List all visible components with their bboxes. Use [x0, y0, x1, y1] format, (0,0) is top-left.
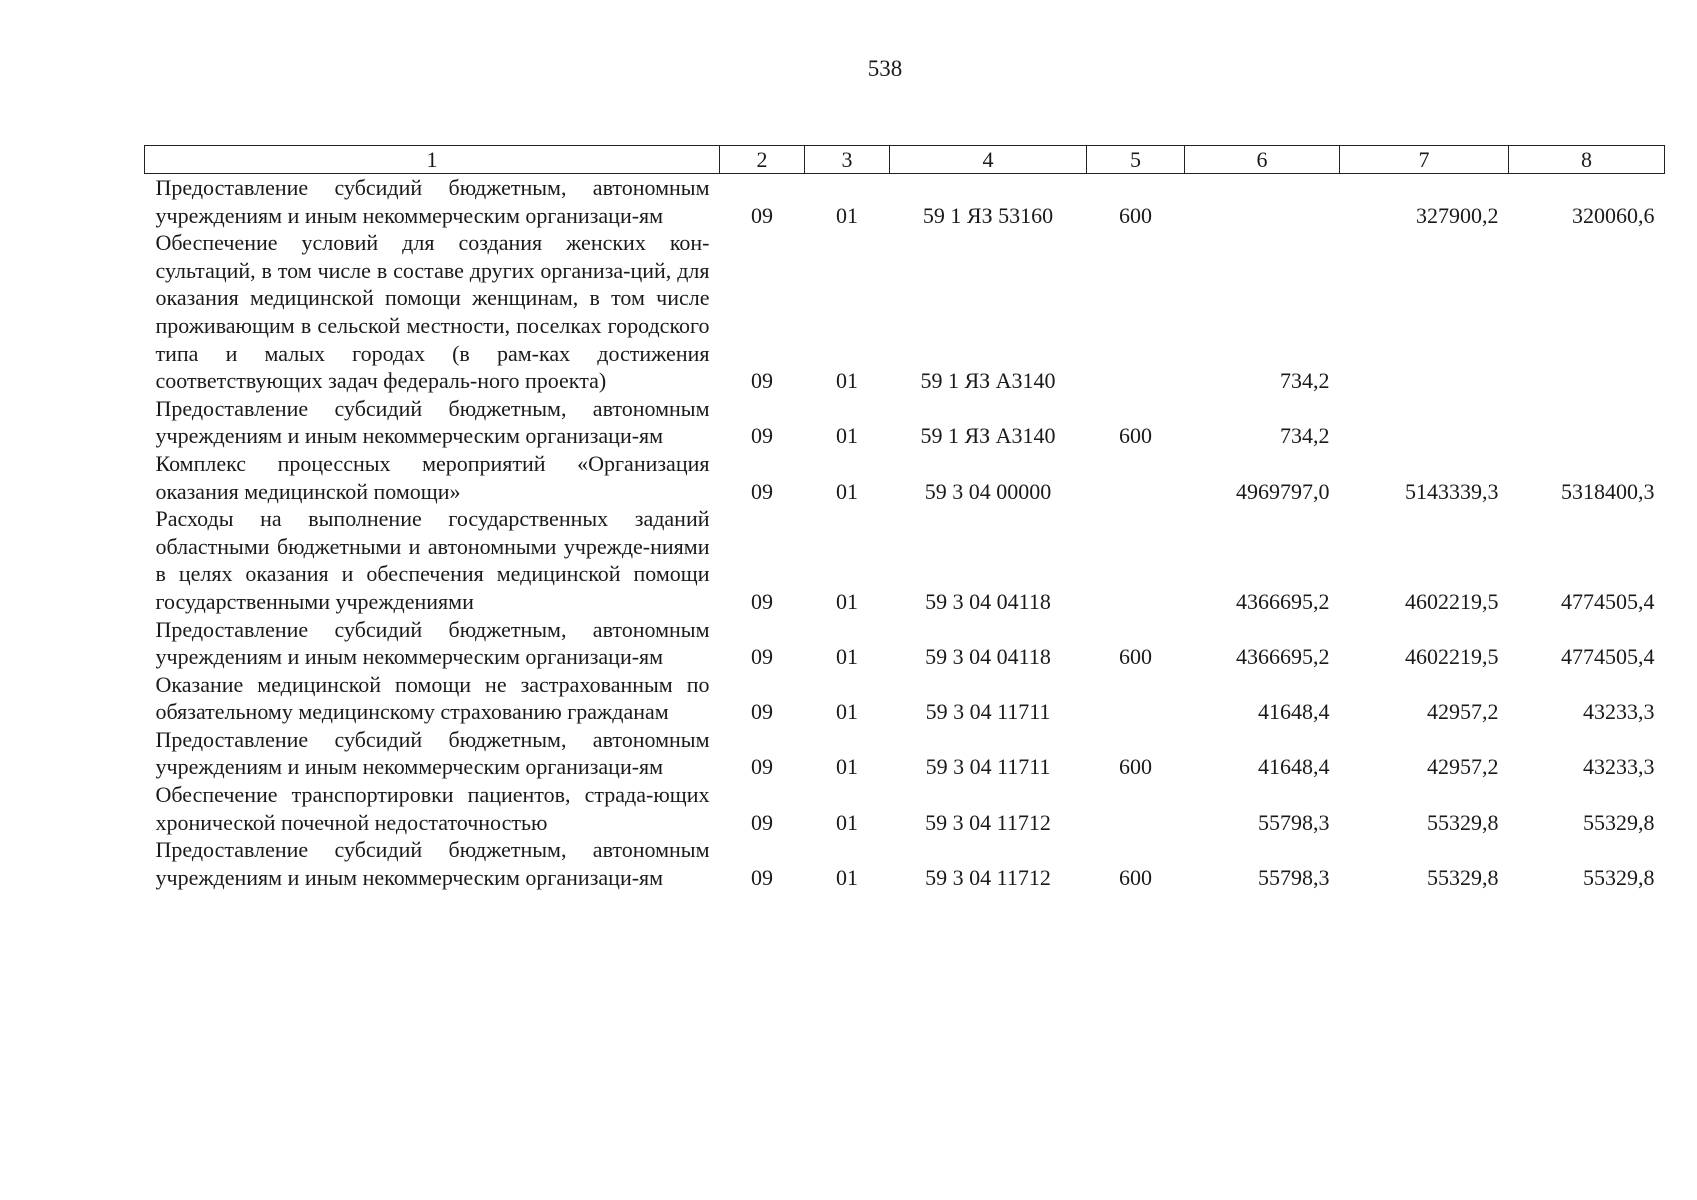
table-row — [145, 836, 1665, 891]
item-name: Обеспечение транспортировки пациентов, страда-ющих хронической почечной недостаточностью — [155, 782, 710, 835]
amount-col-8: 320060,6 — [1572, 202, 1655, 228]
expense-type-code — [1087, 781, 1185, 836]
amount-col-6: 734,2 — [1280, 368, 1330, 394]
section-code: 09 — [751, 423, 773, 449]
item-name: Предоставление субсидий бюджетным, автономным учреждениям и иным некоммерческим организаци-ям — [155, 175, 710, 228]
budget-table — [144, 145, 1665, 891]
amount-col-7 — [1340, 395, 1509, 450]
subsection-code: 01 — [836, 588, 858, 614]
table-row — [145, 781, 1665, 836]
col-header-5: 5 — [1087, 146, 1185, 174]
amount-col-8: 5318400,3 — [1561, 478, 1655, 504]
amount-col-7: 4602219,5 — [1405, 588, 1499, 614]
table-row — [145, 229, 1665, 395]
col-header-3: 3 — [805, 146, 890, 174]
item-name: Расходы на выполнение государственных заданий областными бюджетными и автономными учрежде-ниями в целях оказания и обеспечения медицинской помощи государственными учреждениями — [155, 506, 710, 614]
subsection-code: 01 — [836, 699, 858, 725]
item-name: Комплекс процессных мероприятий «Организация оказания медицинской помощи» — [155, 450, 710, 504]
table-row — [145, 726, 1665, 781]
subsection-code: 01 — [836, 864, 858, 890]
amount-col-6: 41648,4 — [1258, 699, 1330, 725]
col-header-6: 6 — [1185, 146, 1340, 174]
amount-col-6: 55798,3 — [1258, 809, 1330, 835]
amount-col-7: 42957,2 — [1427, 699, 1499, 725]
amount-col-8: 43233,3 — [1583, 699, 1655, 725]
section-code: 09 — [751, 864, 773, 890]
item-name: Обеспечение условий для создания женских кон-сультаций, в том числе в составе других организа-ций, для оказания медицинской помощи женщинам, в том числе проживающим в сельской местности, поселках городского типа и малых городах (в рам-ках достижения соответствующих задач федераль-ного проекта) — [155, 230, 710, 394]
amount-col-8: 55329,8 — [1583, 864, 1655, 890]
table-row — [145, 174, 1665, 230]
expense-type-code — [1087, 450, 1185, 505]
target-article-code: 59 1 ЯЗ А3140 — [920, 423, 1056, 449]
item-name: Оказание медицинской помощи не застрахованным по обязательному медицинскому страхованию гражданам — [155, 671, 710, 725]
target-article-code: 59 3 04 11712 — [925, 809, 1051, 835]
amount-col-8 — [1509, 229, 1665, 395]
item-name: Предоставление субсидий бюджетным, автономным учреждениям и иным некоммерческим организаци-ям — [155, 395, 710, 449]
target-article-code: 59 3 04 11711 — [925, 754, 1051, 780]
target-article-code: 59 3 04 04118 — [925, 644, 1051, 670]
expense-type-code — [1087, 229, 1185, 395]
col-header-1: 1 — [145, 146, 720, 174]
section-code: 09 — [751, 809, 773, 835]
subsection-code: 01 — [836, 754, 858, 780]
section-code: 09 — [751, 368, 773, 394]
target-article-code: 59 1 ЯЗ А3140 — [920, 368, 1056, 394]
target-article-code: 59 1 ЯЗ 53160 — [922, 202, 1054, 228]
item-name: Предоставление субсидий бюджетным, автономным учреждениям и иным некоммерческим организаци-ям — [155, 726, 710, 780]
target-article-code: 59 3 04 04118 — [925, 588, 1051, 614]
page-number: 538 — [867, 56, 903, 81]
section-code: 09 — [751, 754, 773, 780]
item-name: Предоставление субсидий бюджетным, автономным учреждениям и иным некоммерческим организаци-ям — [155, 837, 710, 890]
amount-col-6 — [1185, 174, 1340, 230]
target-article-code: 59 3 04 11712 — [925, 864, 1051, 890]
amount-col-7: 5143339,3 — [1405, 478, 1499, 504]
table-header — [145, 146, 1665, 174]
col-header-7: 7 — [1340, 146, 1509, 174]
expense-type-code: 600 — [1119, 202, 1152, 228]
amount-col-7: 55329,8 — [1427, 864, 1499, 890]
section-code: 09 — [751, 478, 773, 504]
amount-col-6: 4366695,2 — [1236, 644, 1330, 670]
subsection-code: 01 — [836, 368, 858, 394]
amount-col-6: 734,2 — [1280, 423, 1330, 449]
table-row — [145, 671, 1665, 726]
expense-type-code — [1087, 505, 1185, 615]
amount-col-7: 42957,2 — [1427, 754, 1499, 780]
amount-col-6: 55798,3 — [1258, 864, 1330, 890]
table-body — [145, 174, 1665, 892]
amount-col-7: 4602219,5 — [1405, 644, 1499, 670]
col-header-2: 2 — [720, 146, 805, 174]
expense-type-code — [1087, 671, 1185, 726]
section-code: 09 — [751, 588, 773, 614]
col-header-8: 8 — [1509, 146, 1665, 174]
subsection-code: 01 — [836, 202, 858, 228]
section-code: 09 — [751, 202, 773, 228]
subsection-code: 01 — [836, 423, 858, 449]
table-row — [145, 395, 1665, 450]
target-article-code: 59 3 04 00000 — [924, 478, 1052, 504]
amount-col-8 — [1509, 395, 1665, 450]
target-article-code: 59 3 04 11711 — [925, 699, 1051, 725]
amount-col-6: 4366695,2 — [1236, 588, 1330, 614]
amount-col-7 — [1340, 229, 1509, 395]
section-code: 09 — [751, 644, 773, 670]
amount-col-6: 41648,4 — [1258, 754, 1330, 780]
header-row — [145, 146, 1665, 174]
section-code: 09 — [751, 699, 773, 725]
amount-col-6: 4969797,0 — [1236, 478, 1330, 504]
amount-col-8: 4774505,4 — [1561, 588, 1655, 614]
expense-type-code: 600 — [1119, 423, 1152, 449]
subsection-code: 01 — [836, 478, 858, 504]
subsection-code: 01 — [836, 644, 858, 670]
amount-col-7: 327900,2 — [1416, 202, 1499, 228]
table-row — [145, 505, 1665, 615]
col-header-4: 4 — [890, 146, 1087, 174]
amount-col-7: 55329,8 — [1427, 809, 1499, 835]
amount-col-8: 43233,3 — [1583, 754, 1655, 780]
table-row — [145, 616, 1665, 671]
expense-type-code: 600 — [1119, 644, 1152, 670]
amount-col-8: 4774505,4 — [1561, 644, 1655, 670]
amount-col-8: 55329,8 — [1583, 809, 1655, 835]
expense-type-code: 600 — [1119, 864, 1152, 890]
subsection-code: 01 — [836, 809, 858, 835]
table-row — [145, 450, 1665, 505]
item-name: Предоставление субсидий бюджетным, автономным учреждениям и иным некоммерческим организаци-ям — [155, 616, 710, 670]
expense-type-code: 600 — [1119, 754, 1152, 780]
